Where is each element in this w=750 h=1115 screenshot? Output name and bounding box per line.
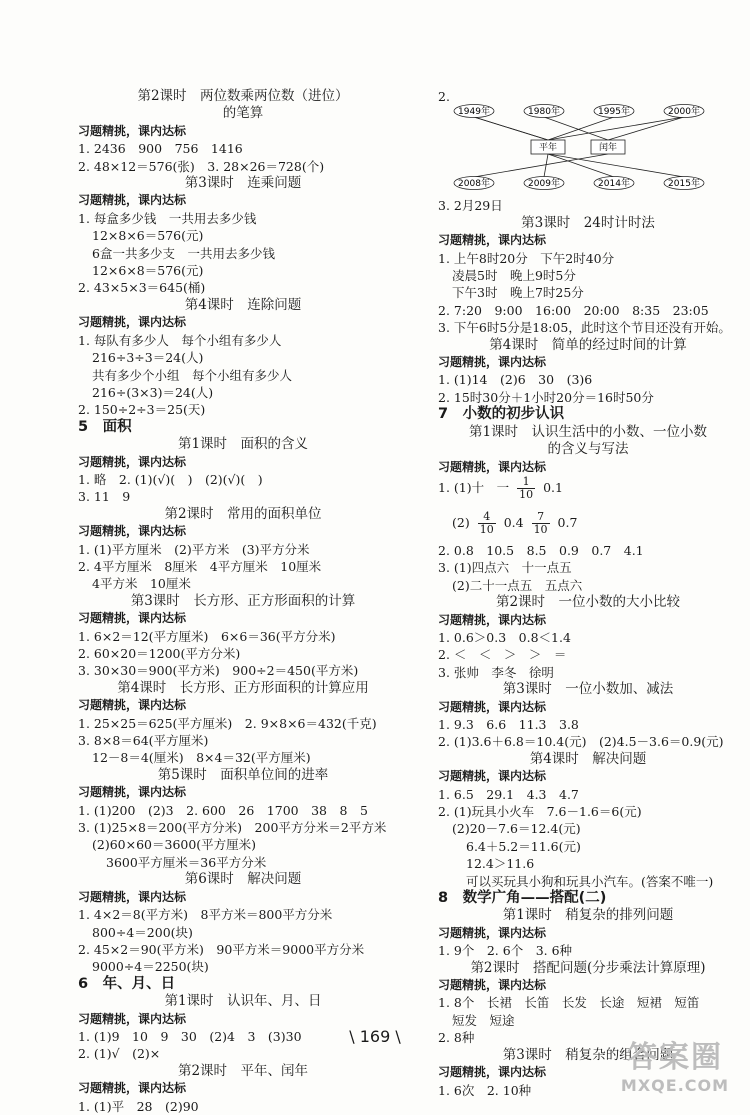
- left-line-8: 12×8×6＝576(元): [92, 228, 204, 244]
- right-b-line-8: 第3课时 一位小数加、减法: [502, 681, 674, 698]
- right-b-line-9: 习题精挑，课内达标: [438, 699, 547, 714]
- left-line-56: 第2课时 平年、闰年: [177, 1062, 309, 1079]
- left-line-40: 习题精挑，课内达标: [78, 785, 187, 800]
- right-a-line-0: 3. 2月29日: [438, 198, 503, 214]
- right-b-line-18: 12.4＞11.6: [466, 856, 535, 872]
- right-b-line-16: (2)20－7.6＝12.4(元): [452, 821, 581, 837]
- left-line-22: 1. 略 2. (1)(√)( ) (2)(√)( ): [78, 471, 263, 487]
- left-line-24: 第2课时 常用的面积单位: [164, 505, 322, 522]
- left-line-34: 第4课时 长方形、正方形面积的计算应用: [117, 679, 369, 696]
- right-b-line-28: 2. 8种: [438, 1030, 475, 1046]
- right-b-line-6: 2. ＜ ＜ ＞ ＞ ＝: [438, 647, 567, 663]
- right-a-line-14: 的含义与写法: [547, 441, 629, 458]
- left-line-15: 216÷3÷3＝24(人): [92, 350, 204, 366]
- bottom-year-label: 2015年: [668, 179, 700, 190]
- left-line-17: 216÷(3×3)＝24(人): [92, 384, 214, 400]
- left-line-46: 习题精挑，课内达标: [78, 889, 187, 904]
- left-line-16: 共有多少个小组 每个小组有多少人: [92, 367, 293, 383]
- right-b-line-4: 习题精挑，课内达标: [438, 612, 547, 627]
- left-line-36: 1. 25×25＝625(平方厘米) 2. 9×8×6＝432(千克): [78, 715, 377, 731]
- right-a-line-10: 1. (1)14 (2)6 30 (3)6: [438, 372, 593, 388]
- left-line-48: 800÷4＝200(块): [92, 924, 193, 940]
- left-line-7: 1. 每盒多少钱 一共用去多少钱: [78, 210, 257, 226]
- left-line-44: 3600平方厘米＝36平方分米: [106, 854, 267, 870]
- leap-year-diagram: [452, 97, 722, 197]
- right-a-line-4: 凌晨5时 晚上9时5分: [452, 268, 576, 284]
- left-line-52: 第1课时 认识年、月、日: [164, 993, 322, 1010]
- right-a-line-6: 2. 7:20 9:00 16:00 20:00 8:35 23:05: [438, 302, 709, 318]
- right-a-line-1: 第3课时 24时计时法: [521, 214, 655, 231]
- right-b-line-12: 第4课时 解决问题: [529, 750, 647, 767]
- left-line-11: 2. 43×5×3＝645(桶): [78, 280, 206, 296]
- left-line-50: 9000÷4＝2250(块): [92, 959, 209, 975]
- left-line-13: 习题精挑，课内达标: [78, 315, 187, 330]
- left-line-2: 习题精挑，课内达标: [78, 123, 187, 138]
- left-line-37: 3. 8×8＝64(平方厘米): [78, 733, 209, 749]
- right-b-line-2: (2)二十一点五 五点六: [452, 577, 583, 593]
- center-label: 平年: [538, 143, 558, 154]
- right-a-line-5: 下午3时 晚上7时25分: [452, 285, 584, 301]
- right-b-line-1: 3. (1)四点六 十一点五: [438, 560, 572, 576]
- left-line-9: 6盒一共多少支 一共用去多少钱: [92, 245, 275, 261]
- right-column: [438, 88, 738, 1099]
- fraction-four-tenths: $\frac{4}{10}$: [479, 509, 494, 536]
- left-line-3: 1. 2436 900 756 1416: [78, 141, 243, 157]
- right-b-line-15: 2. (1)玩具小火车 7.6－1.6＝6(元): [438, 804, 642, 819]
- left-line-1: 的笔算: [222, 105, 264, 122]
- right-a-line-11: 2. 15时30分＋1小时20分＝16时50分: [438, 389, 654, 405]
- left-line-25: 习题精挑，课内达标: [78, 524, 187, 539]
- left-line-32: 2. 60×20＝1200(平方分米): [78, 646, 241, 661]
- left-line-23: 3. 11 9: [78, 489, 131, 505]
- left-line-18: 2. 150÷2÷3＝25(天): [78, 402, 206, 418]
- left-line-29: 第3课时 长方形、正方形面积的计算: [130, 592, 356, 609]
- top-year-label: 1949年: [458, 107, 490, 118]
- right-b-line-13: 习题精挑，课内达标: [438, 769, 547, 784]
- right-b-line-27: 短发 短途: [452, 1012, 515, 1028]
- center-label: 闰年: [598, 143, 618, 154]
- left-line-6: 习题精挑，课内达标: [78, 193, 187, 208]
- left-line-0: 第2课时 两位数乘两位数（进位）: [137, 88, 349, 104]
- left-line-19: 5 面积: [78, 418, 132, 435]
- left-line-4: 2. 48×12＝576(张) 3. 28×26＝728(个): [78, 158, 325, 174]
- right-b-line-3: 第2课时 一位小数的大小比较: [495, 594, 681, 611]
- right-b-line-31: 1. 6次 2. 10种: [438, 1082, 532, 1098]
- right-b-line-25: 习题精挑，课内达标: [438, 978, 547, 993]
- right-b-line-29: 第3课时 稍复杂的组合问题: [502, 1046, 674, 1063]
- left-line-5: 第3课时 连乘问题: [184, 175, 302, 192]
- left-line-10: 12×6×8＝576(元): [92, 263, 204, 279]
- left-line-58: 1. (1)平 28 (2)90: [78, 1098, 199, 1114]
- fraction-line-2: (2) $\frac{4}{10}$ 0.4 $\frac{7}{10}$ 0.7: [452, 509, 578, 536]
- left-line-21: 习题精挑，课内达标: [78, 454, 187, 469]
- right-b-line-17: 6.4＋5.2＝11.6(元): [466, 838, 581, 854]
- left-line-20: 第1课时 面积的含义: [177, 436, 309, 453]
- left-line-49: 2. 45×2＝90(平方米) 90平方米＝9000平方分米: [78, 941, 365, 957]
- left-column: [78, 88, 408, 1115]
- left-line-47: 1. 4×2＝8(平方米) 8平方米＝800平方分米: [78, 907, 333, 923]
- left-line-33: 3. 30×30＝900(平方米) 900÷2＝450(平方米): [78, 663, 359, 679]
- right-b-line-14: 1. 6.5 29.1 4.3 4.7: [438, 786, 579, 802]
- right-b-line-0: 2. 0.8 10.5 8.5 0.9 0.7 4.1: [438, 542, 644, 558]
- right-b-line-23: 1. 9个 2. 6个 3. 6种: [438, 943, 573, 959]
- right-a-line-3: 1. 上午8时20分 下午2时40分: [438, 250, 615, 266]
- left-line-31: 1. 6×2＝12(平方厘米) 6×6＝36(平方分米): [78, 628, 336, 644]
- bottom-year-label: 2009年: [528, 179, 560, 190]
- right-b-line-10: 1. 9.3 6.6 11.3 3.8: [438, 716, 579, 732]
- right-b-line-30: 习题精挑，课内达标: [438, 1065, 547, 1080]
- right-b-line-22: 习题精挑，课内达标: [438, 925, 547, 940]
- right-a-line-12: 7 小数的初步认识: [438, 406, 565, 423]
- right-a-line-2: 习题精挑，课内达标: [438, 233, 547, 248]
- right-a-line-13: 第1课时 认识生活中的小数、一位小数: [468, 423, 708, 440]
- left-line-43: (2)60×60＝3600(平方厘米): [92, 837, 257, 853]
- top-year-label: 2000年: [668, 107, 700, 118]
- left-line-57: 习题精挑，课内达标: [78, 1081, 187, 1096]
- left-line-14: 1. 每队有多少人 每个小组有多少人: [78, 332, 282, 348]
- left-line-39: 第5课时 面积单位间的进率: [157, 766, 329, 783]
- right-b-line-21: 第1课时 稍复杂的排列问题: [502, 907, 674, 924]
- top-year-label: 1995年: [598, 107, 630, 118]
- left-line-53: 习题精挑，课内达标: [78, 1011, 187, 1026]
- fraction-seven-tenths: $\frac{7}{10}$: [533, 509, 548, 536]
- page-number: \ 169 \: [349, 1027, 401, 1046]
- right-a-line-9: 习题精挑，课内达标: [438, 355, 547, 370]
- right-a-line-15: 习题精挑，课内达标: [438, 459, 547, 474]
- fraction-one-tenth: $\frac{1}{10}$: [519, 474, 534, 501]
- left-line-26: 1. (1)平方厘米 (2)平方米 (3)平方分米: [78, 541, 310, 557]
- left-line-35: 习题精挑，课内达标: [78, 698, 187, 713]
- right-b-line-11: 2. (1)3.6＋6.8＝10.4(元) (2)4.5－3.6＝0.9(元): [438, 734, 724, 750]
- left-line-55: 2. (1)√ (2)×: [78, 1046, 161, 1062]
- right-a-line-8: 第4课时 简单的经过时间的计算: [489, 336, 687, 353]
- right-b-line-20: 8 数学广角——搭配(二): [438, 890, 607, 907]
- right-a-line-7: 3. 下午6时5分是18:05，此时这个节目还没有开始。: [438, 320, 731, 336]
- left-line-27: 2. 4平方厘米 8厘米 4平方厘米 10厘米: [78, 558, 322, 574]
- left-line-30: 习题精挑，课内达标: [78, 611, 187, 626]
- left-line-28: 4平方米 10厘米: [92, 576, 191, 592]
- right-b-line-5: 1. 0.6＞0.3 0.8＜1.4: [438, 629, 571, 645]
- left-line-42: 3. (1)25×8＝200(平方分米) 200平方分米＝2平方米: [78, 820, 387, 836]
- bottom-year-label: 2008年: [458, 179, 490, 190]
- left-line-51: 6 年、月、日: [78, 975, 176, 992]
- right-b-line-26: 1. 8个 长裙 长笛 长发 长途 短裙 短笛: [438, 995, 700, 1011]
- left-line-45: 第6课时 解决问题: [184, 871, 302, 888]
- left-line-54: 1. (1)9 10 9 30 (2)4 3 (3)30: [78, 1028, 302, 1044]
- left-line-41: 1. (1)200 (2)3 2. 600 26 1700 38 8 5: [78, 802, 368, 818]
- left-line-38: 12－8＝4(厘米) 8×4＝32(平方厘米): [92, 750, 311, 766]
- left-line-12: 第4课时 连除问题: [184, 296, 302, 313]
- right-b-line-19: 可以买玩具小狗和玩具小汽车。(答案不唯一): [466, 873, 714, 889]
- top-year-label: 1980年: [528, 107, 560, 118]
- bottom-year-label: 2014年: [598, 179, 630, 190]
- fraction-line-1: 1. (1)十 一 $\frac{1}{10}$ 0.1: [438, 474, 563, 501]
- right-b-line-24: 第2课时 搭配问题(分步乘法计算原理): [470, 959, 706, 976]
- watermark-logo: 答案圈 MXQE.COM: [620, 1040, 730, 1095]
- right-b-line-7: 3. 张帅 李冬 徐明: [438, 664, 554, 680]
- diagram-question-number: 2.: [438, 89, 450, 104]
